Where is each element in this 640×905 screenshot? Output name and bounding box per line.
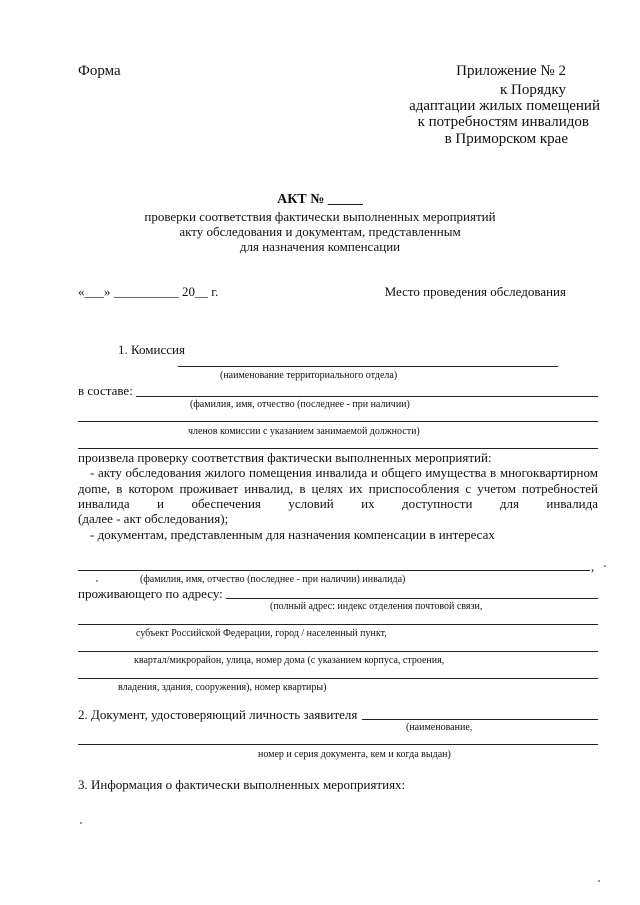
bullet-1-line-2: дome, в котором проживает инвалид, в целях их приспособления с учетом потребностей xyxy=(78,481,598,496)
address-line-3 xyxy=(78,651,598,652)
check-intro: произвела проверку соответствия фактически выполненных мероприятий: xyxy=(78,450,492,465)
address-line-4 xyxy=(78,678,598,679)
act-title: АКТ № _____ xyxy=(277,192,363,207)
members-caption: членов комиссии с указанием занимаемой должности) xyxy=(188,426,420,437)
scan-speck xyxy=(96,580,98,582)
act-subtitle-line-2: акту обследования и документам, представленным xyxy=(179,224,461,239)
scan-speck xyxy=(80,822,82,824)
territorial-caption: (наименование территориального отдела) xyxy=(220,370,398,381)
address-caption-2: субъект Российской Федерации, город / населенный пункт, xyxy=(136,628,387,639)
act-subtitle-line-3: для назначения компенсации xyxy=(239,239,401,254)
appendix-line-4: к потребностям инвалидов xyxy=(417,114,589,130)
members-line xyxy=(78,421,598,422)
address-line-1 xyxy=(226,598,598,599)
document-caption-2: номер и серия документа, кем и когда выдан) xyxy=(258,749,451,760)
act-subtitle-line-1: проверки соответствия фактически выполненных мероприятий xyxy=(144,209,496,224)
document-line-1 xyxy=(362,719,598,720)
document-line-2 xyxy=(78,744,598,745)
appendix-line-3: адаптации жилых помещений xyxy=(409,98,600,114)
date-field: «___» __________ 20__ г. xyxy=(78,284,219,299)
members-line-2 xyxy=(78,448,598,449)
address-caption-4: владения, здания, сооружения), номер квартиры) xyxy=(118,682,327,693)
section-3-label: 3. Информация о фактически выполненных мероприятиях: xyxy=(78,777,406,792)
scan-speck xyxy=(604,565,606,567)
comma: , xyxy=(591,559,595,574)
bullet-1-line-3 xyxy=(78,497,598,510)
invalid-fio-line xyxy=(78,570,590,571)
address-caption-1: (полный адрес: индекс отделения почтовой связи, xyxy=(270,601,483,612)
address-line-2 xyxy=(78,624,598,625)
word: инвалида xyxy=(546,496,598,511)
composition-label: в составе: xyxy=(78,383,133,398)
composition-line xyxy=(136,396,598,397)
word: обеспечения xyxy=(191,496,261,511)
word: и xyxy=(157,496,165,511)
document-caption-1: (наименование, xyxy=(406,722,473,733)
word: их xyxy=(361,496,375,511)
form-label: Форма xyxy=(78,63,121,79)
fio-caption: (фамилия, имя, отчество (последнее - при наличии) xyxy=(190,399,410,410)
appendix-line-5: в Приморском крае xyxy=(444,131,568,147)
bullet-1-line-1: - акту обследования жилого помещения инвалида и общего имущества в многоквартирном xyxy=(90,465,598,480)
appendix-line-1: Приложение № 2 xyxy=(456,63,566,79)
word: условий xyxy=(288,496,334,511)
address-caption-3: квартал/микрорайон, улица, номер дома (с указанием корпуса, строения, xyxy=(134,655,445,666)
address-label: проживающего по адресу: xyxy=(78,586,223,601)
bullet-1-line-4: (далее - акт обследования); xyxy=(78,511,229,526)
scan-speck xyxy=(598,880,600,882)
section-1-heading: 1. Комиссия xyxy=(118,342,185,357)
appendix-line-2: к Порядку xyxy=(500,82,566,98)
territorial-line xyxy=(178,366,558,367)
inspection-place: Место проведения обследования xyxy=(384,284,566,299)
word: инвалида xyxy=(78,496,130,511)
invalid-fio-caption: (фамилия, имя, отчество (последнее - при наличии) инвалида) xyxy=(140,574,406,585)
bullet-1-line-3-words xyxy=(78,497,598,510)
word: для xyxy=(499,496,519,511)
word: доступности xyxy=(402,496,473,511)
bullet-2: - документам, представленным для назначения компенсации в интересах xyxy=(90,527,495,542)
section-2-label: 2. Документ, удостоверяющий личность заявителя xyxy=(78,707,358,722)
